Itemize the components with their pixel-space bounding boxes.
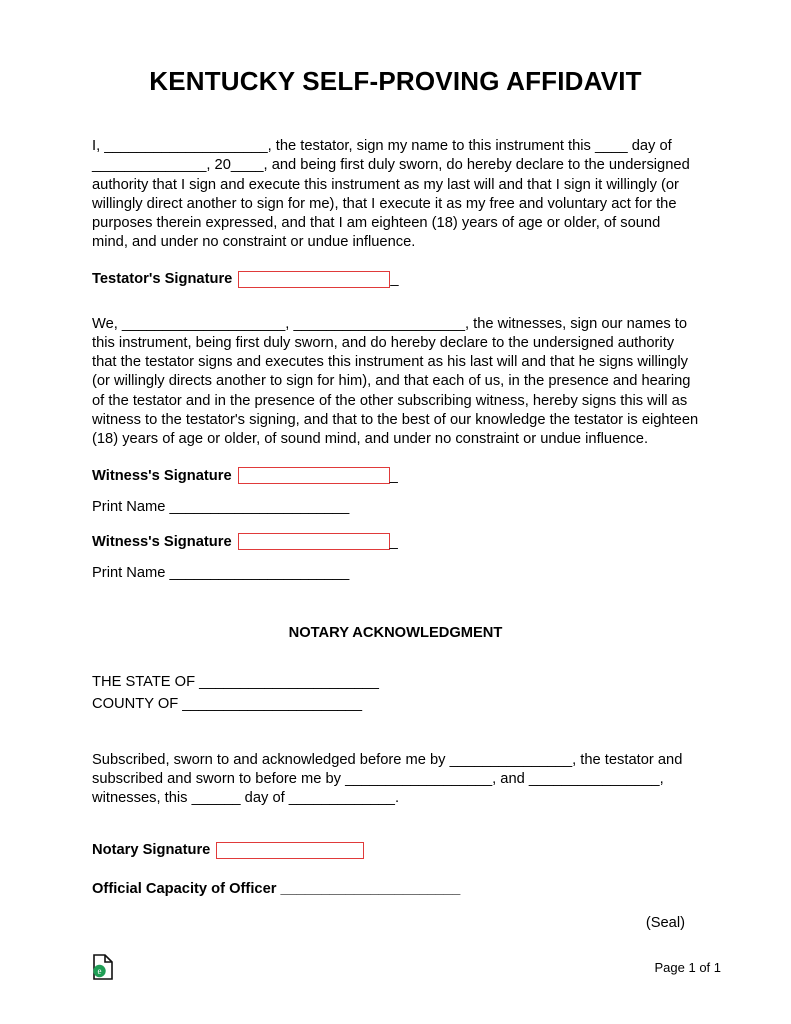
page-title: KENTUCKY SELF-PROVING AFFIDAVIT bbox=[149, 66, 642, 96]
witness2-print-name: Print Name ______________________ bbox=[92, 565, 350, 582]
witness1-print-name: Print Name ______________________ bbox=[92, 499, 350, 516]
witness1-signature-line-tail: _ bbox=[389, 467, 398, 484]
witness2-signature-label: Witness's Signature bbox=[92, 533, 232, 550]
notary-signature-row bbox=[92, 842, 699, 859]
witnesses-paragraph: We, ____________________, _____________________, the witnesses, sign our names to this instrument, being first duly sworn, and do hereby declare to the undersigned authority that the testator signs and executes this instrument as his last will and that he signs willingly (or willingly directs another to sign for him), and that each of us, in the presence and hearing of the testator and in the presence of the other subscribing witness, hereby signs this will as witness to the testator's signing, and that to the best of our knowledge the testator is eighteen (18) years of age or older, of sound mind, and under no constraint or undue influence. bbox=[92, 315, 699, 447]
witness1-signature-row bbox=[92, 467, 699, 484]
eforms-logo bbox=[92, 954, 114, 980]
testator-signature-line-tail: _ bbox=[390, 271, 399, 287]
state-line: THE STATE OF ______________________ bbox=[92, 674, 379, 691]
page-number: Page 1 of 1 bbox=[654, 959, 721, 975]
subscribed-paragraph: Subscribed, sworn to and acknowledged before me by _______________, the testator and subscribed and sworn to before me by __________________, and ________________, witnesses, this ______ day of _____________. bbox=[92, 751, 683, 807]
testator-signature-row bbox=[92, 271, 699, 288]
document-icon bbox=[92, 954, 114, 980]
county-line: COUNTY OF ______________________ bbox=[92, 696, 363, 713]
notary-acknowledgment-heading: NOTARY ACKNOWLEDGMENT bbox=[288, 625, 503, 642]
witness1-signature-label: Witness's Signature bbox=[92, 467, 232, 484]
testator-paragraph: I, ____________________, the testator, sign my name to this instrument this ____ day of ______________, 20____, and being first duly sworn, do hereby declare to the undersigned authority that I sign and execute this instrument as my last will and that I sign it willingly (or willingly direct another to sign for me), that I execute it as my free and voluntary act for the purposes therein expressed, and that I am eighteen (18) years of age or older, of sound mind, and under no constraint or undue influence. bbox=[92, 138, 690, 251]
official-capacity-line: Official Capacity of Officer ______________________ bbox=[92, 880, 461, 897]
witness1-signature-field[interactable] bbox=[238, 467, 390, 484]
page-footer bbox=[92, 954, 721, 980]
testator-signature-label: Testator's Signature bbox=[92, 271, 233, 287]
witness2-signature-line-tail: _ bbox=[389, 533, 398, 550]
notary-signature-label: Notary Signature bbox=[92, 842, 211, 859]
testator-signature-field[interactable] bbox=[238, 271, 390, 288]
notary-signature-field[interactable] bbox=[216, 842, 364, 859]
svg-text:e: e bbox=[97, 966, 102, 977]
witness2-signature-row bbox=[92, 533, 699, 550]
seal-label: (Seal) bbox=[645, 914, 685, 931]
document-body bbox=[0, 137, 791, 931]
witness2-signature-field[interactable] bbox=[238, 533, 390, 550]
